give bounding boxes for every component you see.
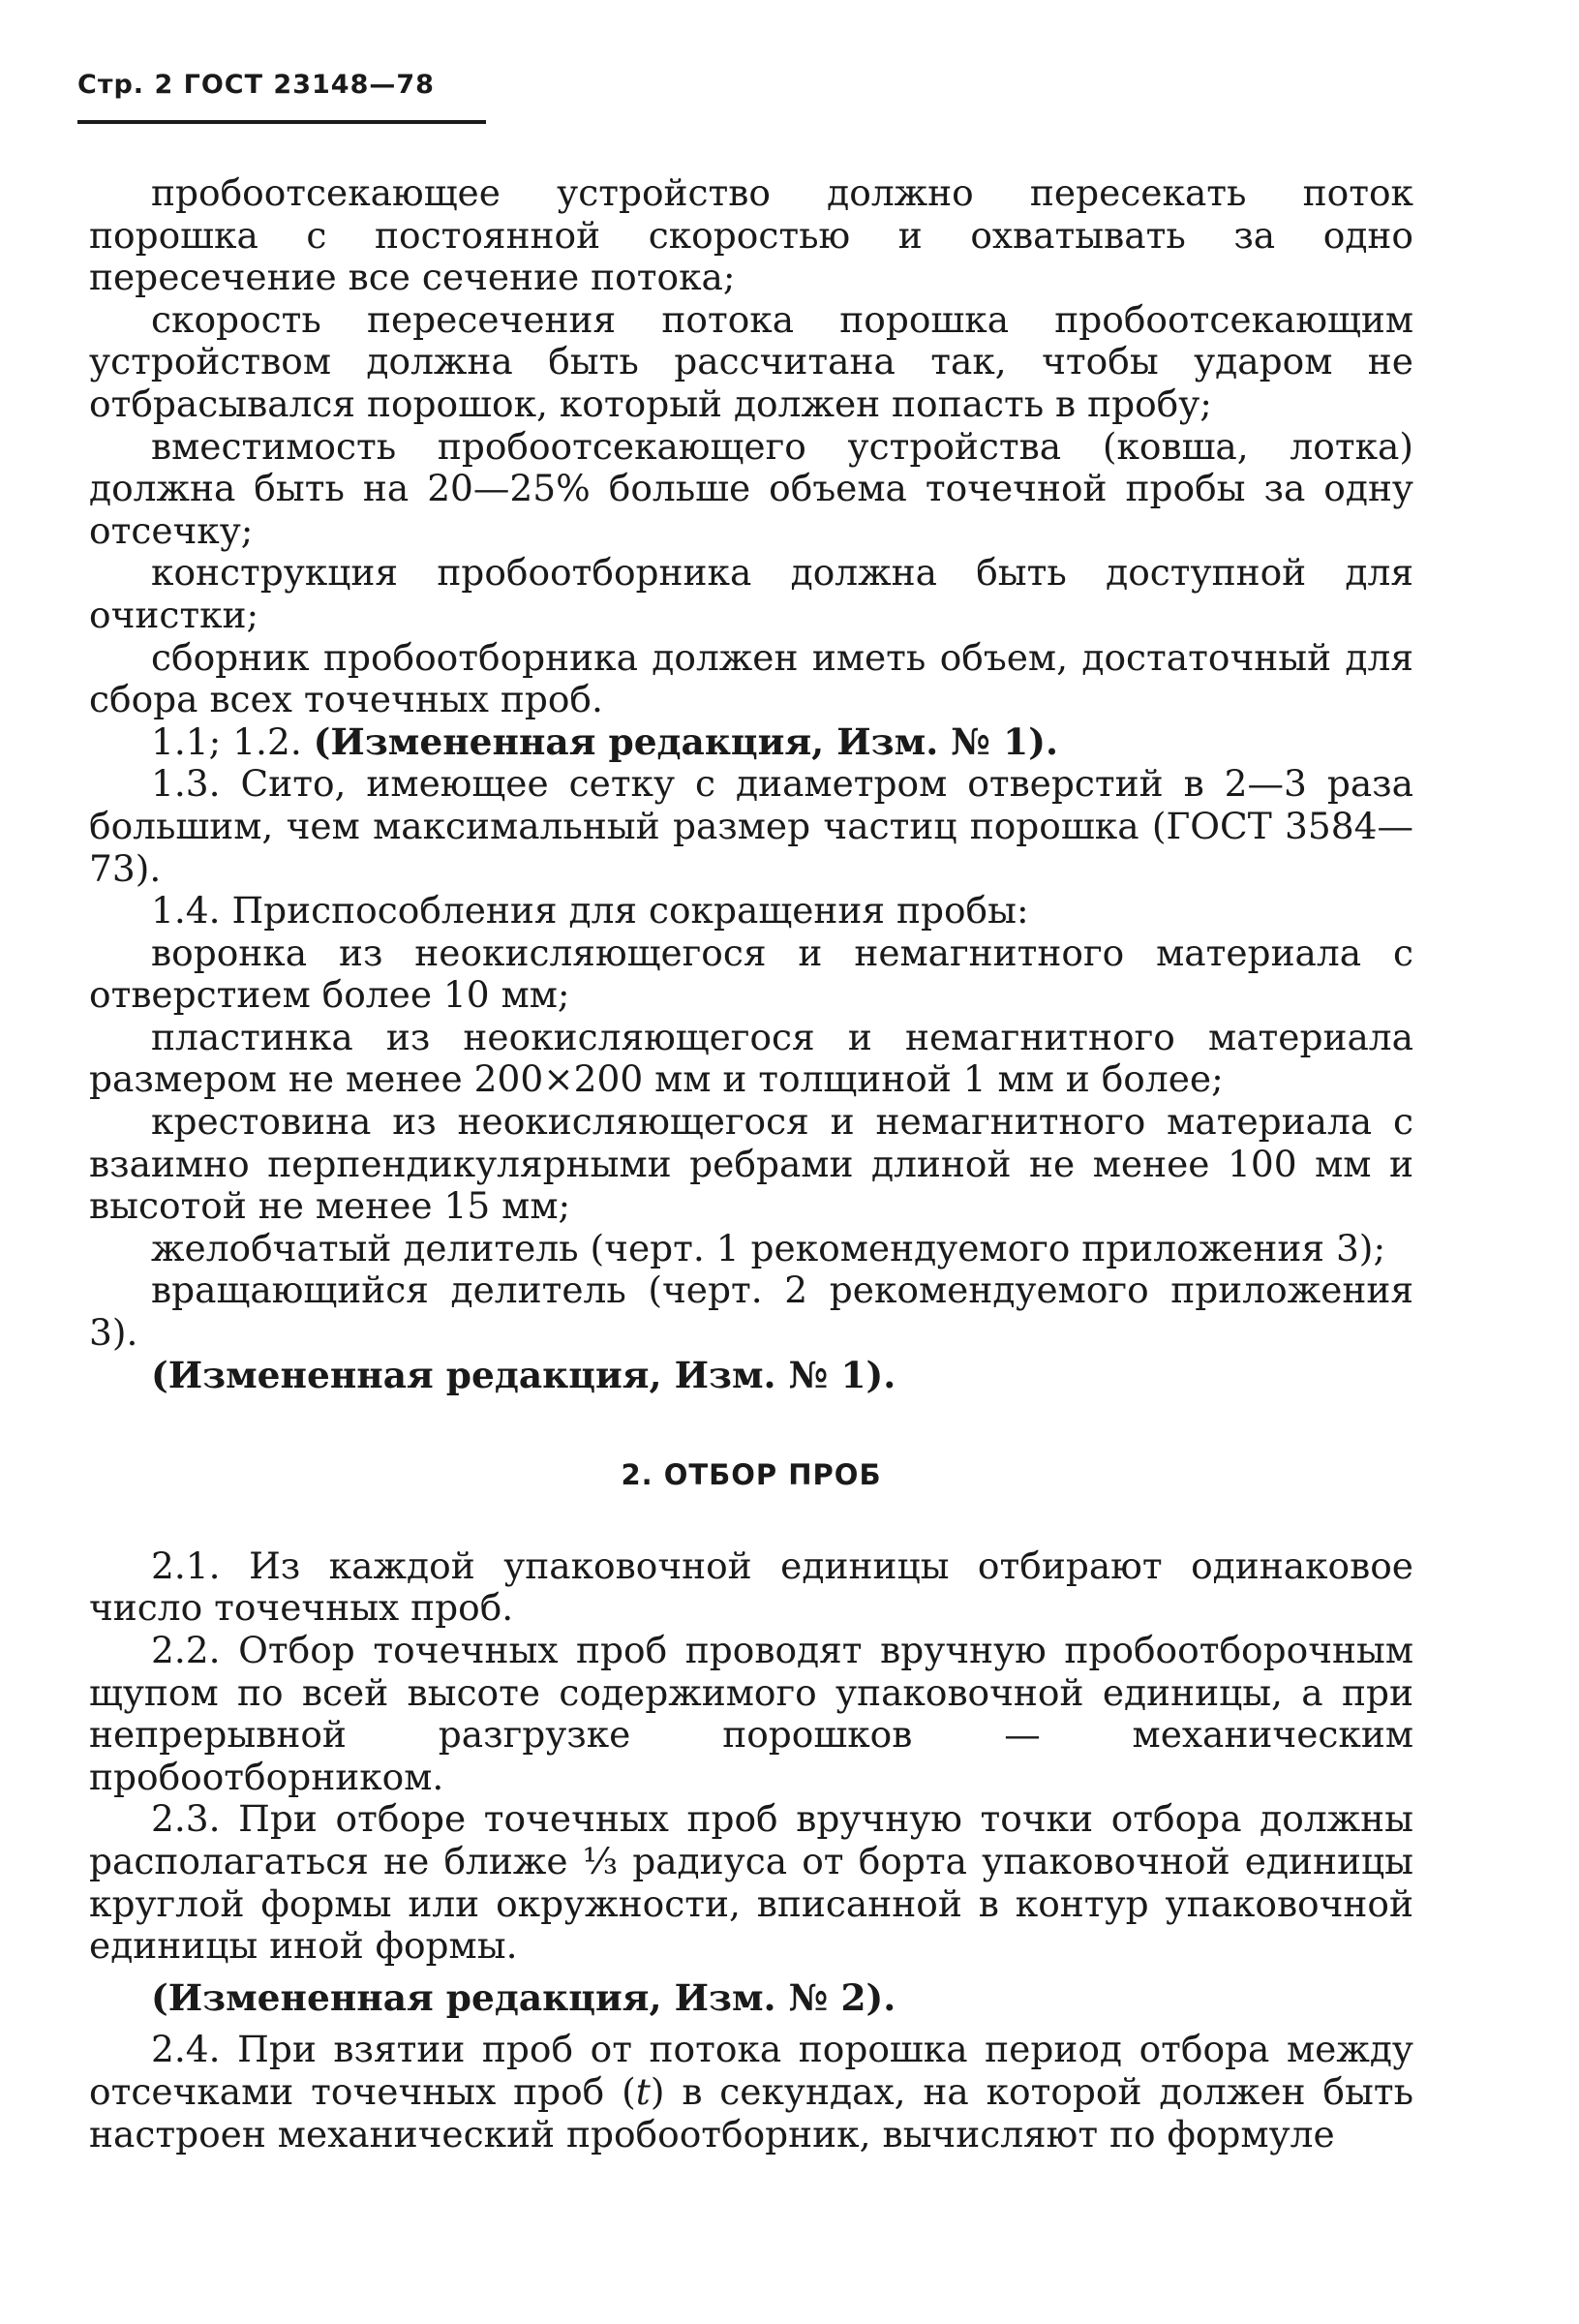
paragraph-cross: крестовина из неокисляющегося и немагнитного материала с взаимно перпендикулярными ребрами длиной не менее 100 мм и высотой не менее 15 мм;: [89, 1100, 1413, 1228]
section-title: 2. ОТБОР ПРОБ: [621, 1458, 882, 1492]
paragraph-construction: конструкция пробоотборника должна быть доступной для очистки;: [89, 551, 1413, 636]
paragraph-2-4: [89, 2029, 1413, 2156]
paragraph-crossing-speed: скорость пересечения потока порошка пробоотсекающим устройством должна быть рассчитана так, чтобы ударом не отбрасывался порошок, который должен попасть в пробу;: [89, 297, 1413, 425]
paragraph-1-3: 1.3. Сито, имеющее сетку с диаметром отверстий в 2—3 раза большим, чем максимальный размер частиц порошка (ГОСТ 3584—73).: [89, 762, 1413, 890]
paragraph-2-4-start: 2.4. При взятии проб от потока порошка период отбора между отсечками точечных проб (: [89, 2028, 1413, 2113]
variable-t: t: [635, 2069, 651, 2113]
amendment-note-1: (Измененная редакция, Изм. № 1).: [151, 1353, 896, 1396]
paragraph-2-3: 2.3. При отборе точечных проб вручную точки отбора должны располагаться не ближе ⅓ радиуса от борта упаковочной единицы круглой формы или окружности, вписанной в контур упаковочной единицы иной формы.: [89, 1797, 1413, 1968]
paragraph-2-4-end: ) в секундах, на которой должен быть настроен механический пробоотборник, вычисляют по формуле: [89, 2069, 1413, 2156]
paragraph-collector: сборник пробоотборника должен иметь объем, достаточный для сбора всех точечных проб.: [89, 635, 1413, 721]
paragraph-riffle-divider: желобчатый делитель (черт. 1 рекомендуемого приложения 3);: [151, 1226, 1386, 1269]
amendment-note: (Измененная редакция, Изм. № 1).: [313, 719, 1059, 763]
paragraph-1-4: 1.4. Приспособления для сокращения пробы:: [151, 889, 1029, 933]
paragraph-capacity: вместимость пробоотсекающего устройства (ковша, лотка) должна быть на 20—25% больше объема точечной пробы за одну отсечку;: [89, 424, 1413, 552]
body-text: [89, 172, 1413, 2156]
paragraph-2-2: 2.2. Отбор точечных проб проводят вручную пробоотборочным щупом по всей высоте содержимого упаковочной единицы, а при непрерывной разгрузке порошков — механическим пробоотборником.: [89, 1629, 1413, 1798]
paragraph-sampler-crossing: пробоотсекающее устройство должно пересекать поток порошка с постоянной скоростью и охватывать за одно пересечение все сечение потока;: [89, 171, 1413, 299]
amendment-note-2: (Измененная редакция, Изм. № 2).: [151, 1975, 896, 2019]
paragraph-funnel: воронка из неокисляющегося и немагнитного материала с отверстием более 10 мм;: [89, 931, 1413, 1017]
paragraph-1-1-1-2: [89, 721, 1413, 764]
clause-number: 1.1; 1.2.: [151, 719, 314, 763]
paragraph-rotary-divider: вращающийся делитель (черт. 2 рекомендуемого приложения 3).: [89, 1269, 1413, 1355]
paragraph-plate: пластинка из неокисляющегося и немагнитного материала размером не менее 200×200 мм и толщиной 1 мм и более;: [89, 1015, 1413, 1101]
header-rule: [77, 120, 486, 124]
paragraph-2-1: 2.1. Из каждой упаковочной единицы отбирают одинаковое число точечных проб.: [89, 1544, 1413, 1630]
running-header: Стр. 2 ГОСТ 23148—78: [77, 70, 435, 100]
